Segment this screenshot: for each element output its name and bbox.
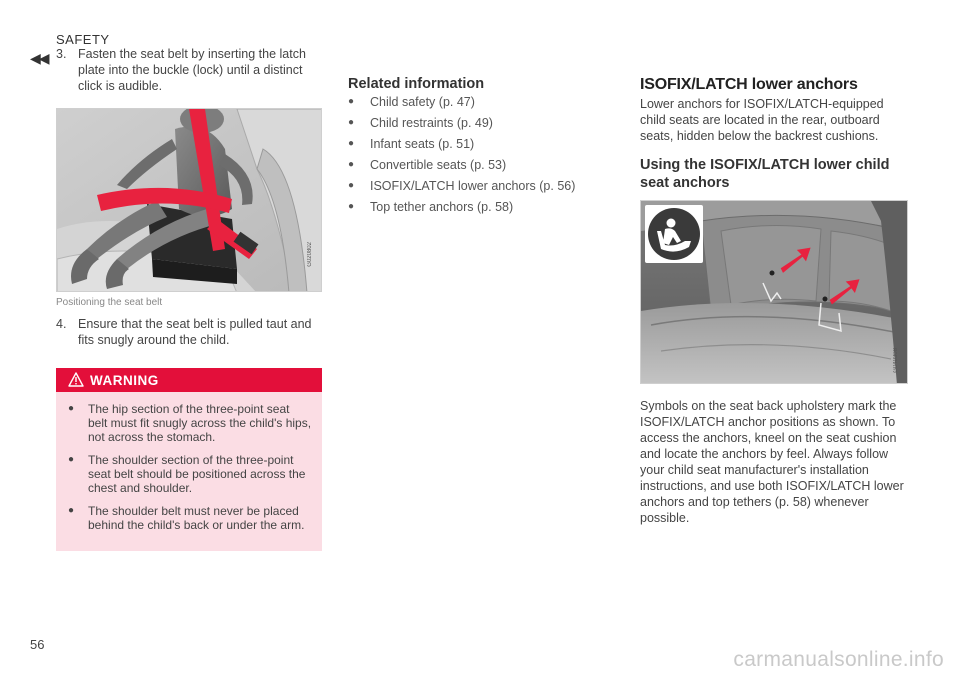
watermark: carmanualsonline.info xyxy=(733,648,944,671)
bullet-icon: ● xyxy=(68,505,75,516)
figure-code: G020802 xyxy=(307,242,313,267)
warning-box xyxy=(56,368,322,551)
warning-title: WARNING xyxy=(90,372,159,388)
section-heading: ISOFIX/LATCH lower anchors xyxy=(640,76,858,93)
subsection-heading: Using the ISOFIX/LATCH lower child seat anchors xyxy=(640,157,890,191)
bullet-icon: ● xyxy=(348,201,355,212)
bullet-icon: ● xyxy=(348,180,355,191)
step-3 xyxy=(56,46,322,94)
related-links xyxy=(348,94,588,215)
bullet-icon: ● xyxy=(348,117,355,128)
bullet-icon: ● xyxy=(348,138,355,149)
step-text: Ensure that the seat belt is pulled taut and fits snugly around the child. xyxy=(78,317,312,347)
related-link-isofix[interactable]: ● ISOFIX/LATCH lower anchors (p. 56) xyxy=(348,179,576,193)
intro-text: Lower anchors for ISOFIX/LATCH-equipped child seats are located in the rear, outboard seats, hidden below the backrest cushions. xyxy=(640,97,884,143)
bullet-icon: ● xyxy=(348,159,355,170)
step-number: 4. xyxy=(56,317,67,331)
figure-seat-belt-positioning xyxy=(56,108,322,292)
related-link-top-tether[interactable]: ● Top tether anchors (p. 58) xyxy=(348,200,514,214)
section-title: SAFETY xyxy=(56,32,110,47)
rear-seat-anchors-illustration xyxy=(641,201,908,384)
column-middle xyxy=(348,76,588,220)
step-text: Fasten the seat belt by inserting the latch plate into the buckle (lock) until a distinct click is audible. xyxy=(78,47,306,93)
bullet-icon: ● xyxy=(348,96,355,107)
child-booster-seat-illustration xyxy=(57,109,322,292)
figure-caption: Positioning the seat belt xyxy=(56,297,163,308)
related-link-convertible-seats[interactable]: ● Convertible seats (p. 53) xyxy=(348,158,507,172)
related-link-child-restraints[interactable]: ● Child restraints (p. 49) xyxy=(348,116,493,130)
figure-code: G040308 xyxy=(893,348,899,373)
page-number: 56 xyxy=(30,637,45,652)
list-item: ● The shoulder section of the three-point seat belt should be positioned across the chest and shoulder. xyxy=(68,453,306,495)
step-4 xyxy=(56,316,322,348)
warning-list xyxy=(56,392,322,532)
column-right xyxy=(640,76,908,526)
figure-isofix-anchors xyxy=(640,200,908,384)
body-text: Symbols on the seat back upholstery mark the ISOFIX/LATCH anchor positions as shown. To access the anchors, kneel on the seat cushion and locate the anchors by feel. Always follow your child seat manufacturer's installation instructions, and use both ISOFIX/LATCH lower anchors and top tethers (p. 58) whenever possible. xyxy=(640,399,904,525)
column-left xyxy=(56,46,322,551)
bullet-icon: ● xyxy=(68,454,75,465)
list-item: ● The hip section of the three-point seat belt must fit snugly across the child's hips, not across the stomach. xyxy=(68,402,312,444)
bullet-icon: ● xyxy=(68,403,75,414)
list-item: ● The shoulder belt must never be placed behind the child's back or under the arm. xyxy=(68,504,305,532)
step-number: 3. xyxy=(56,47,67,61)
back-nav-button[interactable]: ◀◀ xyxy=(30,50,48,66)
related-heading: Related information xyxy=(348,76,485,92)
related-link-infant-seats[interactable]: ● Infant seats (p. 51) xyxy=(348,137,475,151)
related-link-child-safety[interactable]: ● Child safety (p. 47) xyxy=(348,95,475,109)
warning-triangle-icon xyxy=(68,372,84,387)
warning-header xyxy=(56,368,322,392)
